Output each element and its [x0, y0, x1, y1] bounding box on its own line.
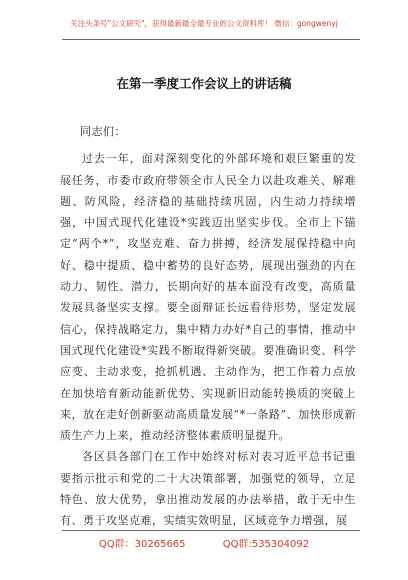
qq-group-2: QQ群:535304092 — [222, 539, 310, 550]
header-banner: 关注头条号"公文研究"，获得最新最全最专业的公文资料库！ 微信：gongwenyj — [70, 19, 338, 28]
salutation: 同志们： — [80, 125, 126, 138]
footer — [0, 535, 408, 550]
document-title: 在第一季度工作会议上的讲话稿 — [116, 76, 292, 91]
body-paragraph: 各区县各部门在工作中始终对标对表习近平总书记重要指示批示和党的二十大决策部署，加强党的领导，立足特色、放大优势，拿出推动发展的办法举措，敢于无中生有、勇于攻坚克难，实绩实效明显，区域竞争力增强，展 — [60, 450, 356, 528]
body-paragraph: 过去一年，面对深刻变化的外部环境和艰巨繁重的发展任务，市委市政府带领全市人民全力以赴攻难关、解难题、防风险，经济稳的基础持续巩固，内生动力持续增强，中国式现代化建设*实践迈出坚实步伐。全市上下锚定“两个*”，攻坚克难、奋力拼搏，经济发展保持稳中向好、稳中提质、稳中蓄势的良好态势，展现出强劲的内在动力、韧性、潜力，长期向好的基本面没有改变，高质量发展具备坚实支撑。要全面辩证长远看待形势，坚定发展信心，保持战略定力，集中精力办好*自己的事情，推动中国式现代化建设*实践不断取得新突破。要准确识变、科学应变、主动求变，抢抓机遇、主动作为，把工作着力点放在加快培育新动能新优势、实现新旧动能转换质的突破上来，放在走好创新驱动高质量发展“*一条路”、加快形成新质生产力上来，推动经济整体素质明显提升。 — [60, 152, 356, 443]
document-body — [60, 121, 356, 532]
header-divider — [62, 39, 360, 40]
qq-group-1: QQ群：30265665 — [98, 539, 186, 550]
footer-divider — [62, 530, 360, 531]
